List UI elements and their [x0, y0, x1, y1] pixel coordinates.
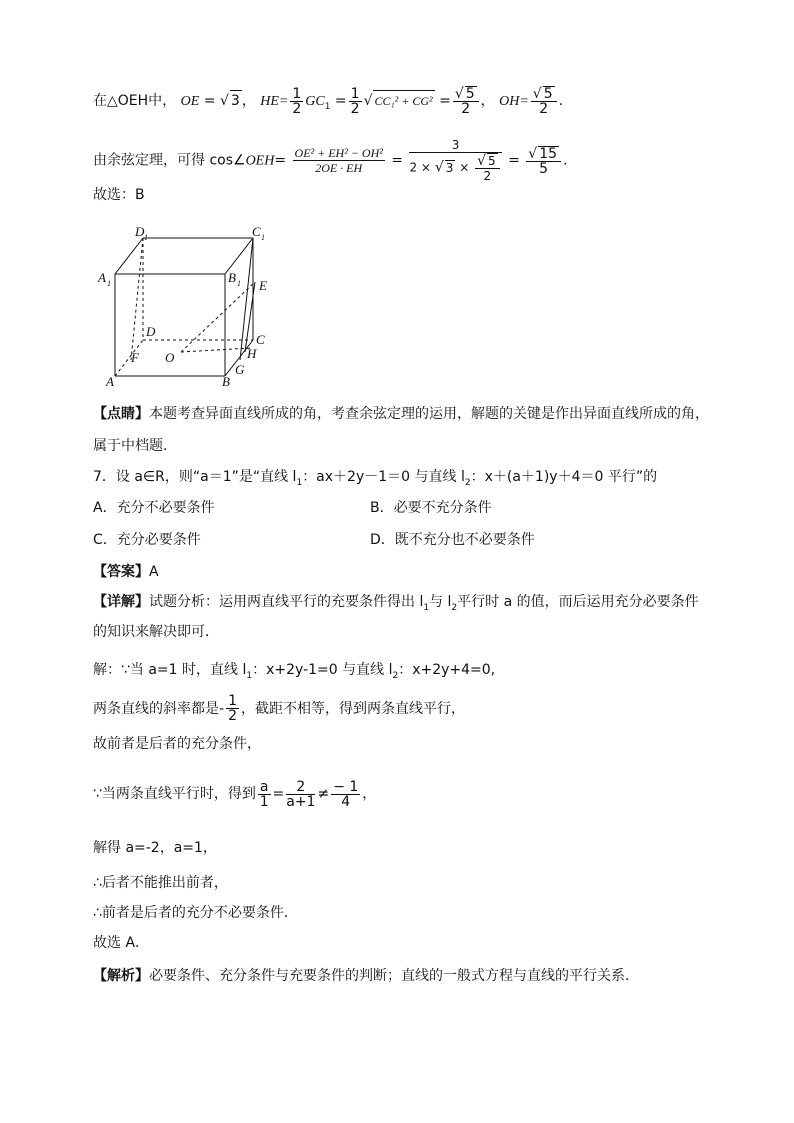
label-e: E: [259, 278, 267, 293]
period: .: [563, 152, 568, 169]
comma: ，: [480, 93, 495, 109]
q7-parallel-line: [93, 776, 376, 812]
frac-den: 2: [228, 708, 237, 724]
q7-sufficient: 故前者是后者的充分条件，: [93, 736, 261, 752]
sqrt-icon: √: [219, 93, 229, 109]
sqrt3-radicand: 3: [445, 160, 454, 175]
cos-fraction: [293, 146, 385, 175]
parallel-prefix: ∵当两条直线平行时，得到: [93, 786, 256, 802]
comment-line-2: 属于中档题．: [93, 438, 177, 454]
inner-fraction: [475, 153, 500, 183]
label-g: G: [235, 362, 245, 377]
q7-conclusion-2: ∴前者是后者的充分不必要条件．: [93, 905, 298, 921]
gc1-sub: 1: [324, 101, 331, 112]
gc1-label: GC: [305, 94, 325, 109]
frac-den: a+1: [286, 793, 316, 810]
stem-sub2: 2: [464, 477, 471, 488]
label-o: O: [165, 350, 175, 365]
label-a: A: [106, 374, 114, 389]
detail-tag: 【详解】: [93, 594, 149, 610]
label-f: F: [131, 350, 139, 365]
value-fraction: [409, 138, 501, 183]
detail-text-b: 与 l: [429, 594, 452, 610]
frac-num: [531, 86, 557, 102]
analysis-text: 必要条件、充分条件与充要条件的判断；直线的一般式方程与直线的平行关系．: [149, 968, 639, 984]
sqrt-icon: √: [528, 145, 538, 162]
sqrt-icon: √: [454, 86, 464, 102]
label-d1-sub: 1: [144, 233, 148, 242]
frac-num: 2: [286, 780, 315, 795]
sqrt5-radicand: 5: [465, 86, 475, 102]
ratio-a-over-1: [258, 780, 271, 809]
q7-answer: [93, 562, 159, 582]
label-a1-sub: 1: [107, 279, 111, 288]
sol-text-c: ：x+2y+4=0,: [398, 662, 496, 678]
frac-num: − 1: [333, 778, 359, 795]
answer-tag: 【答案】: [93, 564, 149, 580]
times: ×: [455, 160, 474, 175]
frac-num: [453, 86, 479, 102]
solution-line-1: [93, 86, 563, 117]
comment-text-1: 本题考查异面直线所成的角，考查余弦定理的运用，解题的关键是作出异面直线所成的角，: [149, 406, 709, 422]
frac-num: OE² + EH² − OH²: [294, 146, 383, 160]
q7-final: 故选 A．: [93, 935, 150, 951]
label-c: C: [256, 332, 265, 347]
frac-den: 2: [539, 101, 549, 117]
q7-analysis: [93, 966, 639, 986]
q7-solution-1: [93, 660, 495, 686]
frac-num: [526, 146, 561, 162]
option-d: D．既不充分也不必要条件: [370, 532, 535, 548]
q7-stem: [93, 467, 657, 493]
sqrt-icon: √: [477, 153, 486, 169]
frac-den: 2OE · EH: [315, 161, 363, 175]
label-b1: B: [228, 270, 236, 285]
sqrt5-over-2-b: [531, 86, 557, 116]
label-b: B: [222, 374, 230, 389]
comment-tag: 【点睛】: [93, 406, 149, 422]
frac-num: [475, 153, 500, 169]
edge-a1d1: [115, 238, 143, 274]
q7-conclusion-1: ∴后者不能推出前者，: [93, 875, 228, 891]
label-c1: C: [252, 224, 261, 239]
he-label: HE=: [260, 94, 289, 109]
half-fraction: [290, 87, 303, 116]
sqrt-icon: √: [363, 93, 373, 109]
label-a1: A: [98, 270, 106, 285]
den-prefix: 2 ×: [409, 160, 435, 175]
label-b1-sub: 1: [237, 279, 241, 288]
sqrt15-radicand: 15: [539, 145, 558, 162]
equals: =: [274, 152, 287, 169]
result-fraction: [526, 146, 561, 176]
line-oe-hidden: [181, 282, 255, 352]
frac-den: 5: [539, 160, 549, 177]
q7-slope-line: [93, 694, 465, 723]
answer-line-prev: 故选：B: [93, 187, 145, 203]
ratio-2-over-a1: [286, 780, 315, 809]
ratio-neg1-over-4: [331, 780, 360, 809]
suffix: ，: [362, 786, 377, 802]
q7-detail-1: [93, 592, 699, 618]
period: .: [558, 93, 564, 109]
sqrt3-radicand: 3: [230, 90, 242, 111]
sqrt5-over-2: [453, 86, 479, 116]
q7-detail-2: 的知识来解决即可．: [93, 624, 219, 640]
frac-num: a: [259, 778, 269, 795]
not-equal: ≠: [317, 786, 330, 802]
equals: =: [508, 152, 520, 169]
frac-num: 1: [350, 85, 360, 102]
slope-prefix: 两条直线的斜率都是-: [93, 701, 225, 717]
label-d1: D: [135, 224, 145, 239]
sqrt5-radicand: 5: [543, 86, 553, 102]
solution-line-2: [93, 138, 567, 183]
frac-num: 1: [292, 85, 302, 102]
text-prefix: 由余弦定理，可得 cos∠: [93, 152, 246, 169]
detail-text-c: 平行时 a 的值，而后运用充分必要条件: [457, 594, 699, 610]
frac-den: [409, 153, 501, 183]
stem-sub1: 1: [296, 477, 303, 488]
slope-fraction: [226, 694, 239, 723]
sol-text-b: ：x+2y-1=0 与直线 l: [252, 662, 393, 678]
sqrt-icon: √: [434, 159, 444, 176]
stem-a: 7．设 a∈R，则“a＝1”是“直线 l: [93, 469, 297, 485]
sol-text-a: 解：∵当 a=1 时，直线 l: [93, 662, 247, 678]
oeh-label: OEH: [245, 153, 275, 169]
text-prefix: 在△OEH中，: [93, 93, 177, 109]
sqrt-icon: √: [532, 86, 542, 102]
slope-suffix: ，截距不相等，得到两条直线平行，: [240, 701, 465, 717]
frac-den: 2: [350, 100, 360, 117]
detail-sub2: 2: [451, 602, 458, 613]
answer-value: A: [149, 564, 159, 580]
comment-line-1: [93, 404, 709, 424]
q7-solve: 解得 a=-2，a=1，: [93, 840, 217, 856]
option-a: A．充分不必要条件: [93, 500, 215, 516]
sqrt5-radicand: 5: [487, 154, 496, 168]
frac-num: 3: [409, 138, 501, 153]
detail-text-a: 试题分析：运用两直线平行的充要条件得出 l: [149, 594, 424, 610]
frac-den: 2: [461, 101, 471, 117]
equals: =: [439, 93, 451, 109]
label-c1-sub: 1: [261, 233, 265, 242]
sol-sub1: 1: [246, 670, 253, 681]
equals: =: [334, 93, 347, 109]
edge-b1c1: [225, 238, 253, 274]
equals: =: [203, 93, 216, 109]
label-h: H: [247, 346, 257, 361]
equals: =: [272, 786, 285, 802]
frac-num: 1: [228, 693, 237, 709]
frac-den: 1: [259, 793, 269, 810]
frac-den: 2: [292, 100, 302, 117]
sqrt-inner: CC₁² + CG²: [373, 90, 434, 111]
sol-sub2: 2: [392, 670, 399, 681]
comma: ，: [241, 93, 256, 109]
option-b: B．必要不充分条件: [370, 500, 492, 516]
cube-figure: [95, 222, 295, 392]
frac-den: 2: [483, 169, 492, 183]
oh-label: OH=: [499, 94, 529, 109]
half-fraction-2: [349, 87, 362, 116]
frac-den: 4: [341, 793, 351, 810]
stem-b: ：ax＋2y－1＝0 与直线 l: [302, 469, 465, 485]
analysis-tag: 【解析】: [93, 968, 149, 984]
label-d: D: [146, 324, 156, 339]
oe-label: OE: [180, 94, 200, 109]
option-c: C．充分必要条件: [93, 532, 201, 548]
equals: =: [391, 152, 404, 169]
detail-sub1: 1: [423, 602, 430, 613]
stem-c: ：x＋(a＋1)y＋4＝0 平行”的: [470, 469, 658, 485]
